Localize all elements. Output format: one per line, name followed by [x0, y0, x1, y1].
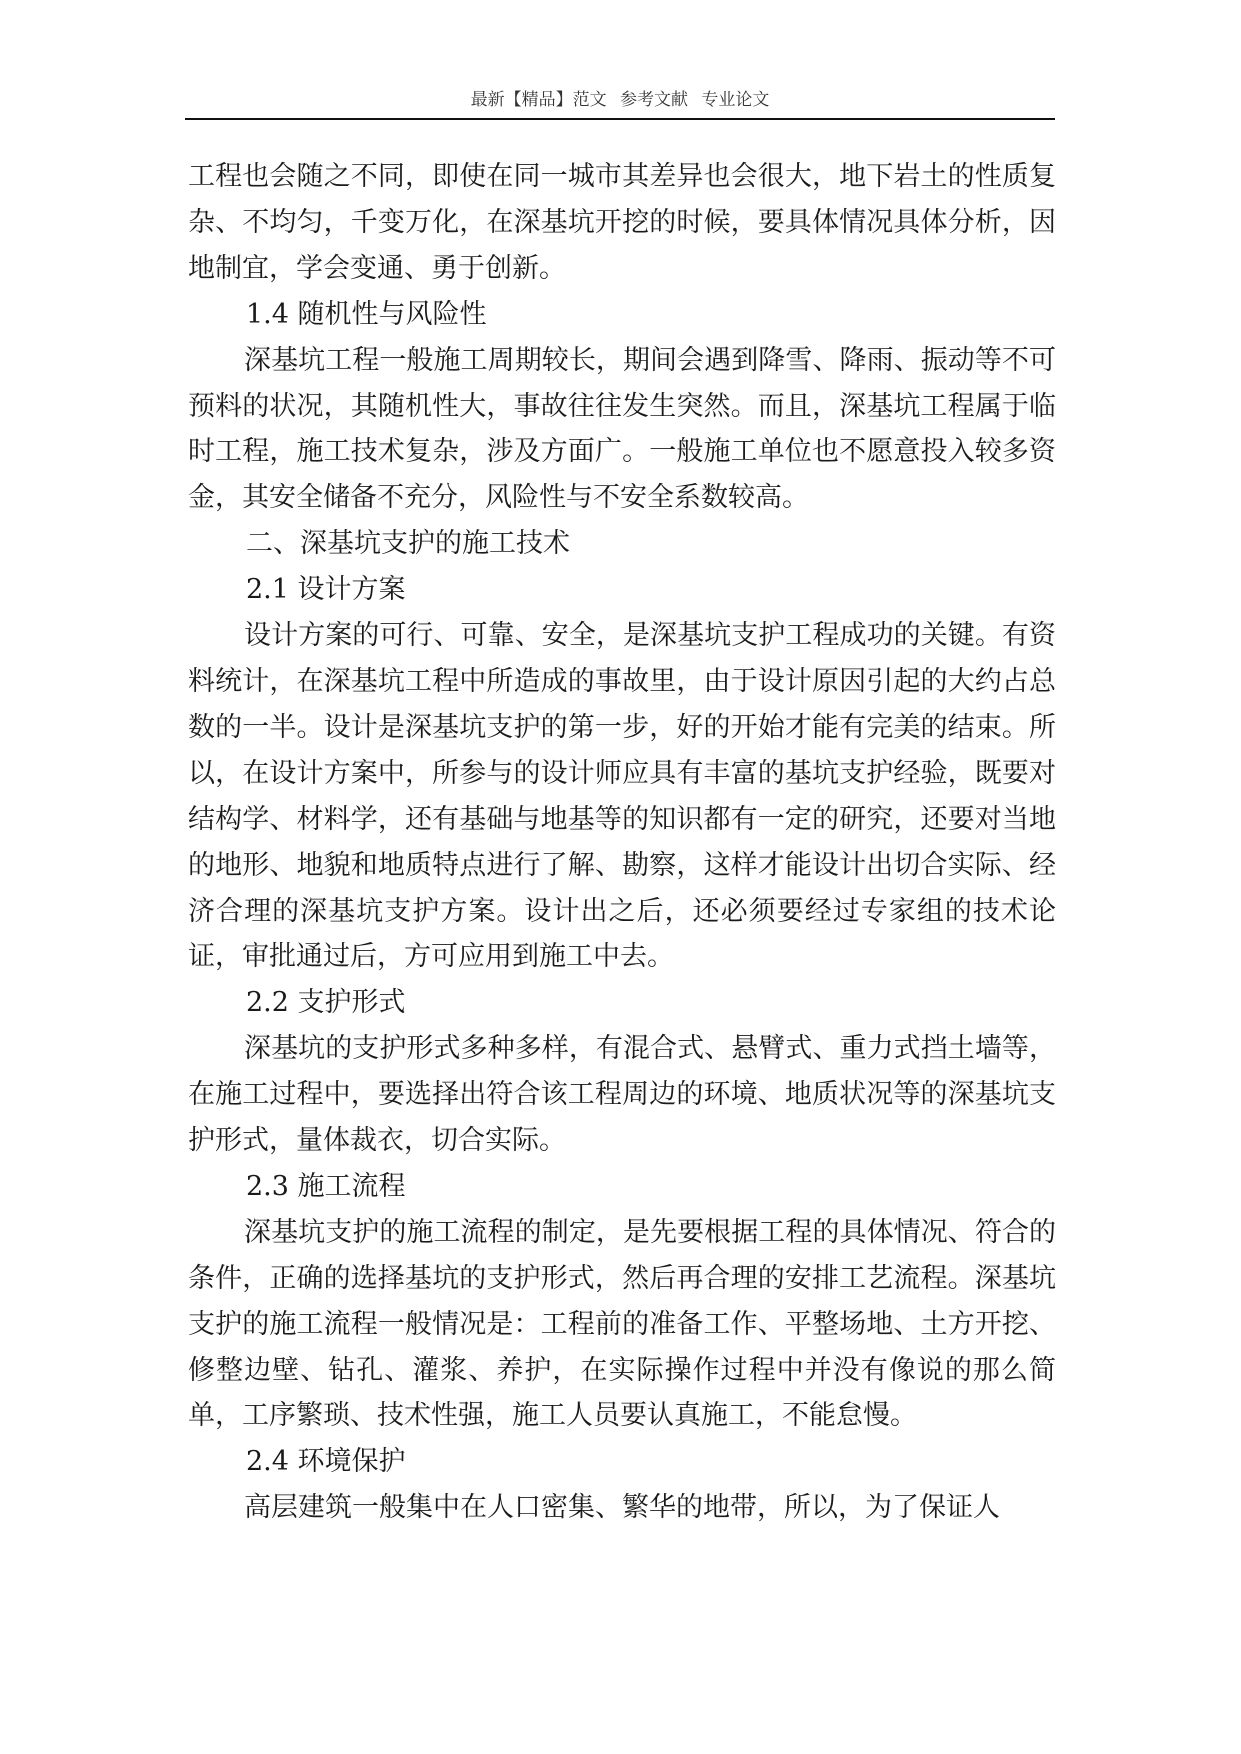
header-label-fanwen: 最新【精品】范文: [470, 90, 607, 110]
chapter-heading: 二、深基坑支护的施工技术: [246, 528, 570, 560]
section-heading: 1.4 随机性与风险性: [246, 298, 487, 330]
document-body: [188, 154, 1056, 1531]
section-heading: 2.4 环境保护: [246, 1446, 406, 1478]
paragraph: 工程也会随之不同，即使在同一城市其差异也会很大，地下岩土的性质复杂、不均匀，千变万化，在深基坑开挖的时候，要具体情况具体分析，因地制宜，学会变通、勇于创新。: [188, 161, 1056, 284]
paragraph: 深基坑工程一般施工周期较长，期间会遇到降雪、降雨、振动等不可预料的状况，其随机性大，事故往往发生突然。而且，深基坑工程属于临时工程，施工技术复杂，涉及方面广。一般施工单位也不愿意投入较多资金，其安全储备不充分，风险性与不安全系数较高。: [188, 344, 1056, 514]
header-label-papers: 专业论文: [701, 90, 770, 110]
section-heading: 2.2 支护形式: [246, 987, 406, 1019]
header-label-references: 参考文献: [620, 90, 688, 110]
paragraph: 设计方案的可行、可靠、安全，是深基坑支护工程成功的关键。有资料统计，在深基坑工程中所造成的事故里，由于设计原因引起的大约占总数的一半。设计是深基坑支护的第一步，好的开始才能有完美的结束。所以，在设计方案中，所参与的设计师应具有丰富的基坑支护经验，既要对结构学、材料学，还有基础与地基等的知识都有一定的研究，还要对当地的地形、地貌和地质特点进行了解、勘察，这样才能设计出切合实际、经济合理的深基坑支护方案。设计出之后，还必须要经过专家组的技术论证，审批通过后，方可应用到施工中去。: [188, 620, 1056, 973]
paragraph: 高层建筑一般集中在人口密集、繁华的地带，所以，为了保证人: [244, 1492, 1000, 1524]
page-header: [185, 86, 1055, 120]
section-heading: 2.3 施工流程: [246, 1170, 406, 1202]
section-heading: 2.1 设计方案: [246, 574, 406, 606]
paragraph: 深基坑的支护形式多种多样，有混合式、悬臂式、重力式挡土墙等，在施工过程中，要选择出符合该工程周边的环境、地质状况等的深基坑支护形式，量体裁衣，切合实际。: [188, 1033, 1056, 1157]
paragraph: 深基坑支护的施工流程的制定，是先要根据工程的具体情况、符合的条件，正确的选择基坑的支护形式，然后再合理的安排工艺流程。深基坑支护的施工流程一般情况是：工程前的准备工作、平整场地、土方开挖、修整边壁、钻孔、灌浆、养护，在实际操作过程中并没有像说的那么简单，工序繁琐、技术性强，施工人员要认真施工，不能怠慢。: [188, 1216, 1056, 1432]
